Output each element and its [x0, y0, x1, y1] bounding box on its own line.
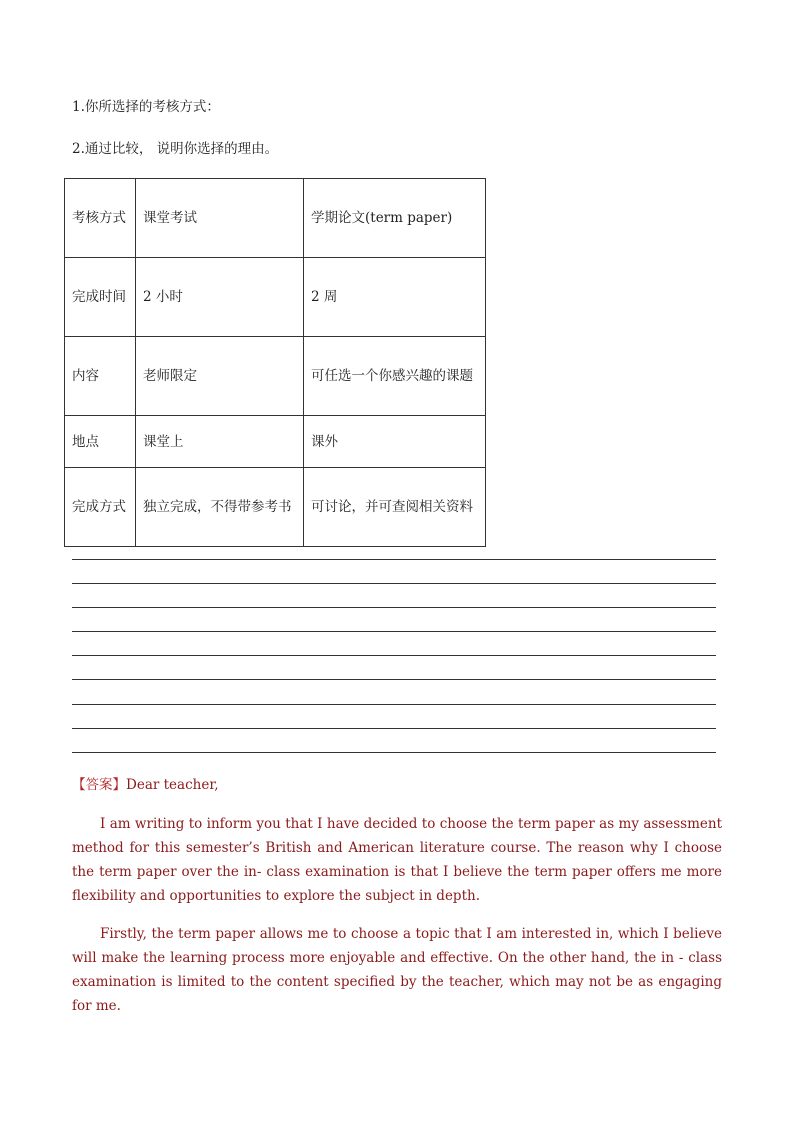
- table-cell: 内容: [65, 337, 136, 416]
- table-cell: 课堂上: [136, 416, 304, 468]
- question-1: 1.你所选择的考核方式：: [72, 99, 220, 115]
- table-cell: 课外: [304, 416, 486, 468]
- table-row: [65, 416, 486, 468]
- table-cell: 可任选一个你感兴趣的课题: [304, 337, 486, 416]
- table-cell: 地点: [65, 416, 136, 468]
- table-row: [65, 337, 486, 416]
- writing-line: [72, 559, 716, 560]
- table-cell: 课堂考试: [136, 179, 304, 258]
- table-cell: 2 小时: [136, 258, 304, 337]
- table-cell: 考核方式: [65, 179, 136, 258]
- answer-heading: [72, 773, 722, 797]
- question-2: 2.通过比较， 说明你选择的理由。: [72, 141, 279, 157]
- comparison-table: [64, 178, 486, 547]
- table-cell: 完成时间: [65, 258, 136, 337]
- answer-greeting: Dear teacher,: [126, 777, 219, 793]
- table-cell: 可讨论，并可查阅相关资料: [304, 468, 486, 547]
- writing-line: [72, 728, 716, 729]
- table-row: [65, 468, 486, 547]
- answer-paragraph: Firstly, the term paper allows me to choose a topic that I am interested in, which I believe will make the learning process more enjoyable and effective. On the other hand, the in - class examination is limited to the content specified by the teacher, which may not be as engaging for me.: [72, 926, 722, 1014]
- writing-line: [72, 583, 716, 584]
- writing-line: [72, 679, 716, 680]
- writing-line: [72, 704, 716, 705]
- writing-line: [72, 631, 716, 632]
- table-row: [65, 258, 486, 337]
- writing-line: [72, 607, 716, 608]
- table-row: [65, 179, 486, 258]
- writing-lines: [72, 559, 716, 776]
- writing-line: [72, 655, 716, 656]
- table-cell: 完成方式: [65, 468, 136, 547]
- table-cell: 独立完成，不得带参考书: [136, 468, 304, 547]
- answer-paragraph: I am writing to inform you that I have decided to choose the term paper as my assessment method for this semester’s British and American literature course. The reason why I choose the term paper over the in- class examination is that I believe the term paper offers me more flexibility and opportunities to explore the subject in depth.: [72, 816, 722, 904]
- writing-line: [72, 752, 716, 753]
- table-cell: 老师限定: [136, 337, 304, 416]
- table-cell: 学期论文(term paper): [304, 179, 486, 258]
- table-cell: 2 周: [304, 258, 486, 337]
- answer-tag: 【答案】: [72, 777, 126, 793]
